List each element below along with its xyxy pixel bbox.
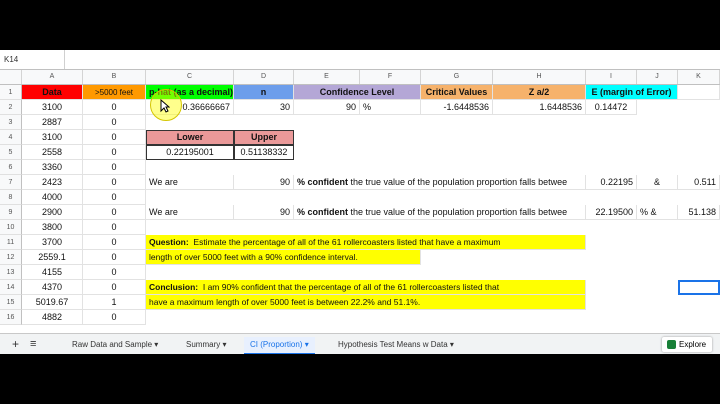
flag-cell[interactable]: 0 — [83, 205, 146, 220]
header-critical-values[interactable]: Critical Values — [421, 85, 493, 100]
question-line-2[interactable]: length of over 5000 feet with a 90% confidence interval. — [146, 250, 421, 265]
conclusion-line-1[interactable] — [146, 280, 586, 295]
column-header-k[interactable]: K — [678, 70, 720, 84]
sentence-we-are[interactable]: We are — [146, 175, 234, 190]
row-header[interactable]: 1 — [0, 85, 22, 100]
confident-bold: % confident — [297, 177, 348, 187]
question-line-1[interactable] — [146, 235, 586, 250]
cell-n-value[interactable]: 30 — [234, 100, 294, 115]
header-data[interactable]: Data — [22, 85, 83, 100]
data-cell[interactable]: 4000 — [22, 190, 83, 205]
sentence-lower[interactable]: 0.22195 — [586, 175, 637, 190]
all-sheets-menu-icon[interactable]: ≡ — [30, 338, 37, 350]
tab-label: Hypothesis Test Means w Data — [338, 340, 448, 349]
column-header-e[interactable]: E — [294, 70, 360, 84]
row-header[interactable]: 13 — [0, 265, 22, 280]
question-label: Question: — [149, 237, 189, 247]
column-header-f[interactable]: F — [360, 70, 421, 84]
tab-summary[interactable] — [180, 337, 232, 353]
row-header[interactable]: 8 — [0, 190, 22, 205]
sentence-we-are[interactable]: We are — [146, 205, 234, 220]
flag-cell[interactable]: 0 — [83, 160, 146, 175]
upper-label[interactable]: Upper — [234, 130, 294, 145]
data-cell[interactable]: 3800 — [22, 220, 83, 235]
select-all-corner[interactable] — [0, 70, 22, 84]
sentence-upper[interactable]: 0.511 — [678, 175, 720, 190]
tab-raw-data-and-sample[interactable] — [66, 337, 164, 353]
selected-cell-k14[interactable] — [678, 280, 720, 295]
sentence-percent-ampersand[interactable]: % & — [637, 205, 678, 220]
chevron-down-icon[interactable]: ▾ — [449, 340, 454, 349]
column-header-h[interactable]: H — [493, 70, 586, 84]
cell-confidence-value[interactable]: 90 — [294, 100, 360, 115]
tab-ci-proportion[interactable] — [244, 337, 315, 354]
row-header[interactable]: 2 — [0, 100, 22, 115]
data-cell[interactable]: 2423 — [22, 175, 83, 190]
data-cell[interactable]: 4370 — [22, 280, 83, 295]
row-header[interactable]: 16 — [0, 310, 22, 325]
sentence-text[interactable] — [294, 175, 586, 190]
tab-label: Summary — [186, 340, 221, 349]
spreadsheet-window — [0, 50, 720, 354]
flag-cell[interactable]: 0 — [83, 100, 146, 115]
row-header[interactable]: 6 — [0, 160, 22, 175]
cell-critical-value[interactable]: -1.6448536 — [421, 100, 493, 115]
row-header[interactable]: 12 — [0, 250, 22, 265]
data-cell[interactable]: 5019.67 — [22, 295, 83, 310]
sentence-body: the true value of the population proportion falls betwee — [350, 207, 568, 217]
flag-cell[interactable]: 1 — [83, 295, 146, 310]
data-cell[interactable]: 2900 — [22, 205, 83, 220]
data-cell[interactable]: 3360 — [22, 160, 83, 175]
flag-cell[interactable]: 0 — [83, 310, 146, 325]
row-header[interactable]: 4 — [0, 130, 22, 145]
column-header-d[interactable]: D — [234, 70, 294, 84]
row-header[interactable]: 14 — [0, 280, 22, 295]
row-header[interactable]: 9 — [0, 205, 22, 220]
sentence-body: the true value of the population proportion falls betwee — [350, 177, 568, 187]
conclusion-label: Conclusion: — [149, 282, 199, 292]
flag-cell[interactable]: 0 — [83, 130, 146, 145]
data-cell[interactable]: 3100 — [22, 130, 83, 145]
flag-cell[interactable]: 0 — [83, 265, 146, 280]
column-header-a[interactable]: A — [22, 70, 83, 84]
cell-z-alpha-2-value[interactable]: 1.6448536 — [493, 100, 586, 115]
formula-input[interactable] — [64, 50, 720, 69]
column-header-b[interactable]: B — [83, 70, 146, 84]
data-cell[interactable]: 4155 — [22, 265, 83, 280]
data-cell[interactable]: 2887 — [22, 115, 83, 130]
confident-bold: % confident — [297, 207, 348, 217]
header-over-5000-feet[interactable]: >5000 feet — [83, 85, 146, 100]
cell-k1[interactable] — [678, 85, 720, 100]
sheet-tab-bar — [0, 333, 720, 354]
row-header[interactable]: 10 — [0, 220, 22, 235]
tab-label: Raw Data and Sample — [72, 340, 153, 349]
explore-button[interactable] — [662, 337, 712, 352]
mouse-pointer-icon — [160, 99, 170, 113]
header-phat[interactable]: p-hat (as a decimal) — [146, 85, 234, 100]
chevron-down-icon[interactable]: ▾ — [154, 340, 159, 349]
column-header-j[interactable]: J — [637, 70, 678, 84]
chevron-down-icon[interactable]: ▾ — [304, 340, 309, 349]
tab-label: CI (Proportion) — [250, 340, 303, 349]
conclusion-text: I am 90% confident that the percentage of all of the 61 rollercoasters listed that — [202, 282, 500, 292]
upper-value[interactable]: 0.51138332 — [234, 145, 294, 160]
column-header-i[interactable]: I — [586, 70, 637, 84]
sentence-confidence-pct[interactable]: 90 — [234, 175, 294, 190]
row-header[interactable]: 5 — [0, 145, 22, 160]
data-cell[interactable]: 2559.1 — [22, 250, 83, 265]
question-text: Estimate the percentage of all of the 61 rollercoasters listed that have a maximum — [193, 237, 501, 247]
flag-cell[interactable]: 0 — [83, 190, 146, 205]
tab-hypothesis-test[interactable] — [332, 337, 460, 353]
conclusion-line-2[interactable]: have a maximum length of over 5000 feet is between 22.2% and 51.1%. — [146, 295, 586, 310]
row-header[interactable]: 11 — [0, 235, 22, 250]
data-cell[interactable]: 2558 — [22, 145, 83, 160]
lower-value[interactable]: 0.22195001 — [146, 145, 234, 160]
row-header[interactable]: 7 — [0, 175, 22, 190]
column-header-row — [0, 70, 720, 85]
flag-cell[interactable]: 0 — [83, 115, 146, 130]
header-margin-of-error[interactable]: E (margin of Error) — [586, 85, 678, 100]
data-cell[interactable]: 3700 — [22, 235, 83, 250]
flag-cell[interactable]: 0 — [83, 220, 146, 235]
explore-label: Explore — [679, 340, 707, 349]
formula-bar — [0, 50, 720, 70]
flag-cell[interactable]: 0 — [83, 175, 146, 190]
sentence-ampersand[interactable]: & — [637, 175, 678, 190]
cell-grid — [0, 85, 720, 330]
flag-cell[interactable]: 0 — [83, 235, 146, 250]
lower-label[interactable]: Lower — [146, 130, 234, 145]
cell-margin-of-error-value[interactable]: 0.14472 — [586, 100, 637, 115]
flag-cell[interactable]: 0 — [83, 280, 146, 295]
header-confidence-level[interactable]: Confidence Level — [294, 85, 421, 100]
add-sheet-icon[interactable]: + — [12, 337, 20, 351]
chevron-down-icon[interactable]: ▾ — [222, 340, 227, 349]
data-cell[interactable]: 4882 — [22, 310, 83, 325]
row-header[interactable]: 15 — [0, 295, 22, 310]
flag-cell[interactable]: 0 — [83, 145, 146, 160]
column-header-c[interactable]: C — [146, 70, 234, 84]
header-n[interactable]: n — [234, 85, 294, 100]
row-header[interactable]: 3 — [0, 115, 22, 130]
sentence-lower-pct[interactable]: 22.19500 — [586, 205, 637, 220]
cell-phat-value[interactable]: 0.36666667 — [146, 100, 234, 115]
cell-percent-sign[interactable]: % — [360, 100, 421, 115]
sentence-upper-pct[interactable]: 51.138 — [678, 205, 720, 220]
explore-icon — [667, 340, 676, 349]
data-cell[interactable]: 3100 — [22, 100, 83, 115]
name-box[interactable]: K14 — [4, 55, 19, 64]
column-header-g[interactable]: G — [421, 70, 493, 84]
sentence-confidence-pct[interactable]: 90 — [234, 205, 294, 220]
sentence-text[interactable] — [294, 205, 586, 220]
header-z-alpha-2[interactable]: Z a/2 — [493, 85, 586, 100]
flag-cell[interactable]: 0 — [83, 250, 146, 265]
